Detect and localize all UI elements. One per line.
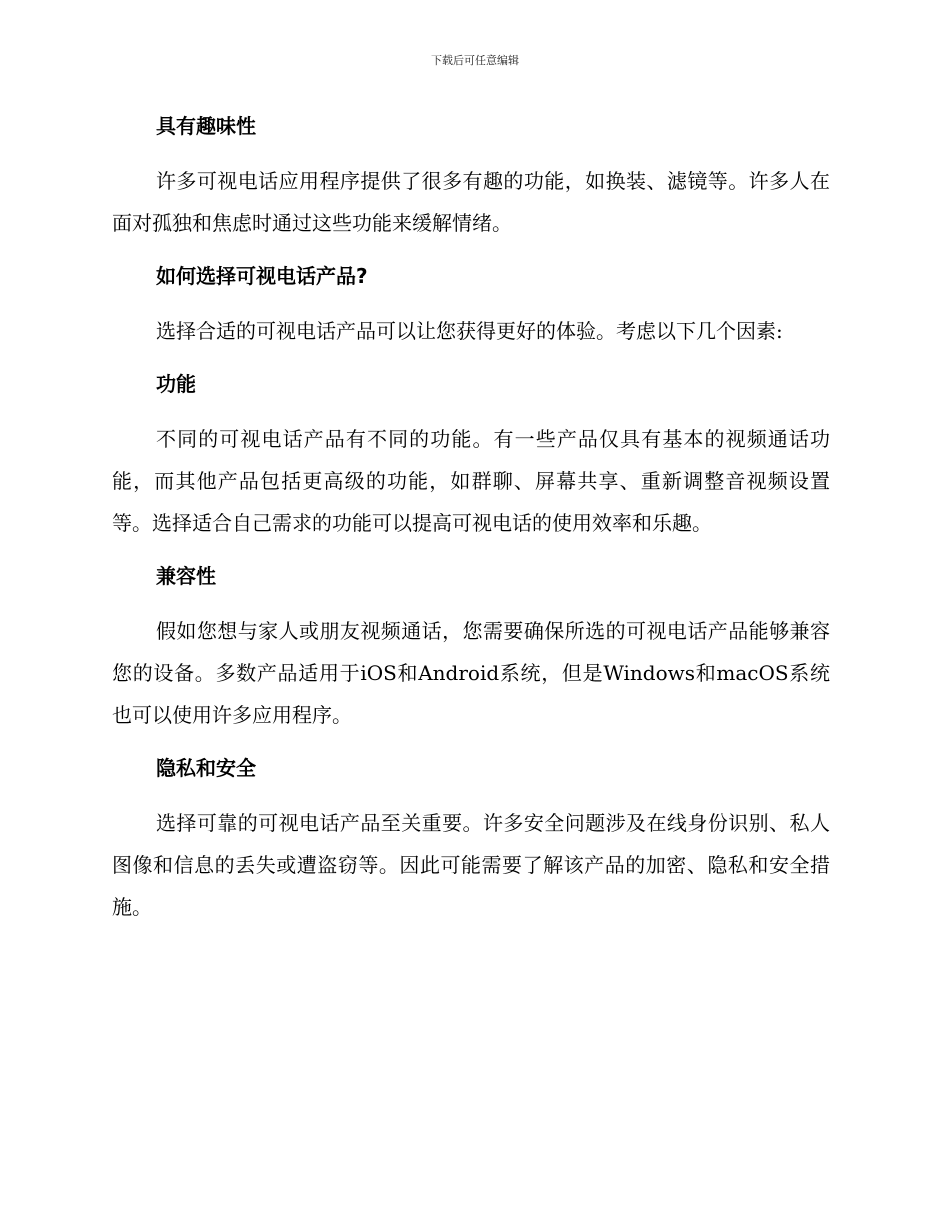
section-heading: 功能: [156, 372, 196, 396]
section-heading: 如何选择可视电话产品?: [156, 264, 368, 288]
section-compatibility: [112, 558, 830, 736]
section-how-to-choose: [112, 258, 830, 352]
section-fun: [112, 108, 830, 244]
section-privacy-security: [112, 750, 830, 928]
document-body: [112, 108, 830, 942]
section-paragraph: 选择合适的可视电话产品可以让您获得更好的体验。考虑以下几个因素:: [156, 319, 783, 343]
section-paragraph: 许多可视电话应用程序提供了很多有趣的功能，如换装、滤镜等。许多人在面对孤独和焦虑时通过这些功能来缓解情绪。: [112, 169, 830, 235]
page-header: 下载后可任意编辑: [431, 54, 519, 67]
section-heading: 兼容性: [156, 564, 216, 588]
section-paragraph: 选择可靠的可视电话产品至关重要。许多安全问题涉及在线身份识别、私人图像和信息的丢失或遭盗窃等。因此可能需要了解该产品的加密、隐私和安全措施。: [112, 811, 830, 919]
section-heading: 隐私和安全: [156, 756, 256, 780]
section-heading: 具有趣味性: [156, 114, 256, 138]
section-features: [112, 366, 830, 544]
section-paragraph: 假如您想与家人或朋友视频通话，您需要确保所选的可视电话产品能够兼容您的设备。多数产品适用于iOS和Android系统，但是Windows和macOS系统也可以使用许多应用程序。: [112, 619, 830, 727]
section-paragraph: 不同的可视电话产品有不同的功能。有一些产品仅具有基本的视频通话功能，而其他产品包括更高级的功能，如群聊、屏幕共享、重新调整音视频设置等。选择适合自己需求的功能可以提高可视电话的使用效率和乐趣。: [112, 427, 830, 535]
